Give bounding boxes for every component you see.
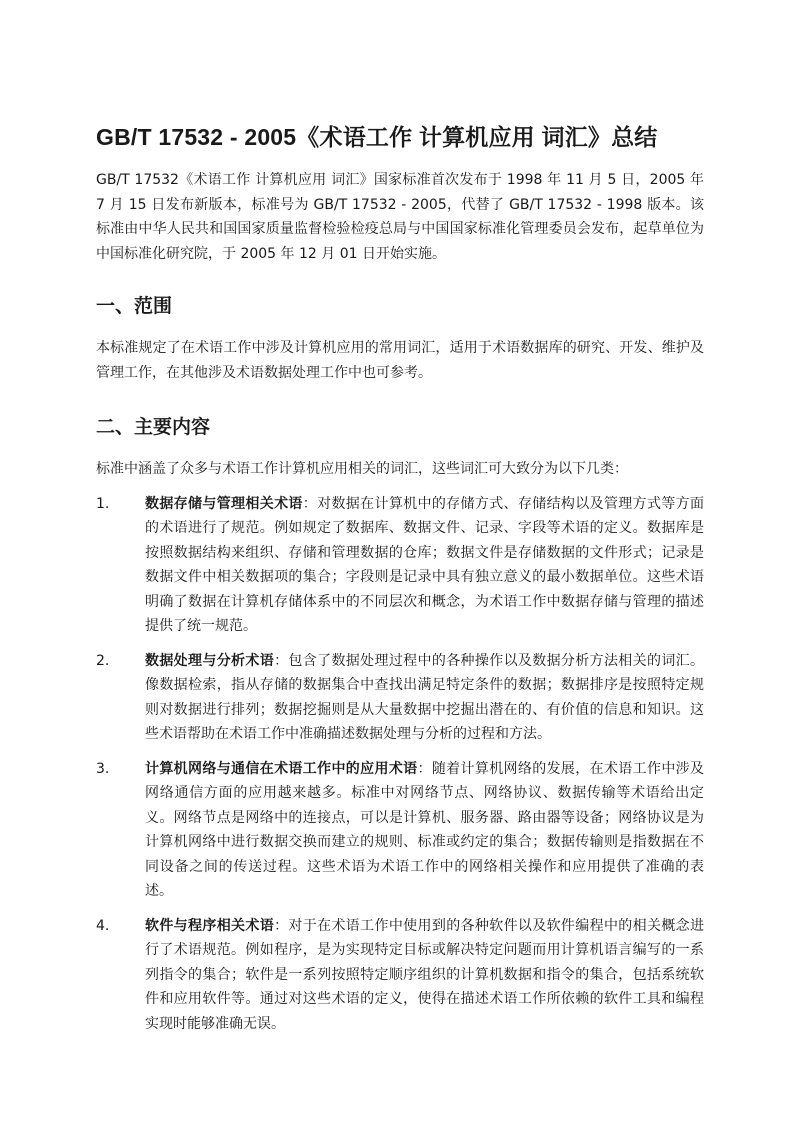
list-item	[96, 757, 704, 904]
list-item-text: ：随着计算机网络的发展，在术语工作中涉及网络通信方面的应用越来越多。标准中对网络节点、网络协议、数据传输等术语给出定义。网络节点是网络中的连接点，可以是计算机、服务器、路由器等设备；网络协议是为计算机网络中进行数据交换而建立的规则、标准或约定的集合；数据传输则是指数据在不同设备之间的传送过程。这些术语为术语工作中的网络相关操作和应用提供了准确的表述。	[145, 760, 704, 899]
list-item-text: ：对数据在计算机中的存储方式、存储结构以及管理方式等方面的术语进行了规范。例如规定了数据库、数据文件、记录、字段等术语的定义。数据库是按照数据结构来组织、存储和管理数据的仓库；数据文件是存储数据的文件形式；记录是数据文件中相关数据项的集合；字段则是记录中具有独立意义的最小数据单位。这些术语明确了数据在计算机存储体系中的不同层次和概念，为术语工作中数据存储与管理的描述提供了统一规范。	[145, 495, 705, 634]
list-item-text: ：对于在术语工作中使用到的各种软件以及软件编程中的相关概念进行了术语规范。例如程序，是为实现特定目标或解决特定问题而用计算机语言编写的一系列指令的集合；软件是一系列按照特定顺序组织的计算机数据和指令的集合，包括系统软件和应用软件等。通过对这些术语的定义，使得在描述术语工作所依赖的软件工具和编程实现时能够准确无误。	[145, 917, 705, 1032]
list-item-number: 4.	[96, 917, 110, 934]
list-item-term: 软件与程序相关术语	[145, 917, 275, 934]
intro-paragraph: GB/T 17532《术语工作 计算机应用 词汇》国家标准首次发布于 1998 年 11 月 5 日，2005 年 7 月 15 日发布新版本，标准号为 GB/T 17532 - 2005，代替了 GB/T 17532 - 1998 版本。该标准由中华人民共和国国家质量监督检验检疫总局与中国国家标准化管理委员会发布，起草单位为中国标准化研究院，于 2005 年 12 月 01 日开始实施。	[96, 172, 704, 262]
list-item-number: 1.	[96, 495, 110, 512]
section-heading-main-content: 二、主要内容	[96, 416, 211, 438]
list-item-number: 2.	[96, 652, 110, 669]
term-category-list	[96, 492, 704, 1037]
section-heading-scope: 一、范围	[96, 295, 173, 317]
list-item	[96, 649, 704, 747]
document-title: GB/T 17532 - 2005《术语工作 计算机应用 词汇》总结	[96, 124, 658, 150]
list-item-term: 数据存储与管理相关术语	[145, 495, 303, 512]
list-item-term: 数据处理与分析术语	[145, 652, 275, 669]
list-item-term: 计算机网络与通信在术语工作中的应用术语	[145, 760, 418, 777]
list-item	[96, 492, 704, 639]
list-item-text: ：包含了数据处理过程中的各种操作以及数据分析方法相关的词汇。像数据检索，指从存储的数据集合中查找出满足特定条件的数据；数据排序是按照特定规则对数据进行排列；数据挖掘则是从大量数据中挖掘出潜在的、有价值的信息和知识。这些术语帮助在术语工作中准确描述数据处理与分析的过程和方法。	[145, 652, 705, 742]
scope-paragraph: 本标准规定了在术语工作中涉及计算机应用的常用词汇，适用于术语数据库的研究、开发、维护及管理工作，在其他涉及术语数据处理工作中也可参考。	[96, 340, 704, 381]
list-item	[96, 914, 704, 1037]
document-page	[96, 118, 704, 1046]
main-content-intro: 标准中涵盖了众多与术语工作计算机应用相关的词汇，这些词汇可大致分为以下几类：	[96, 461, 628, 477]
list-item-number: 3.	[96, 760, 110, 777]
